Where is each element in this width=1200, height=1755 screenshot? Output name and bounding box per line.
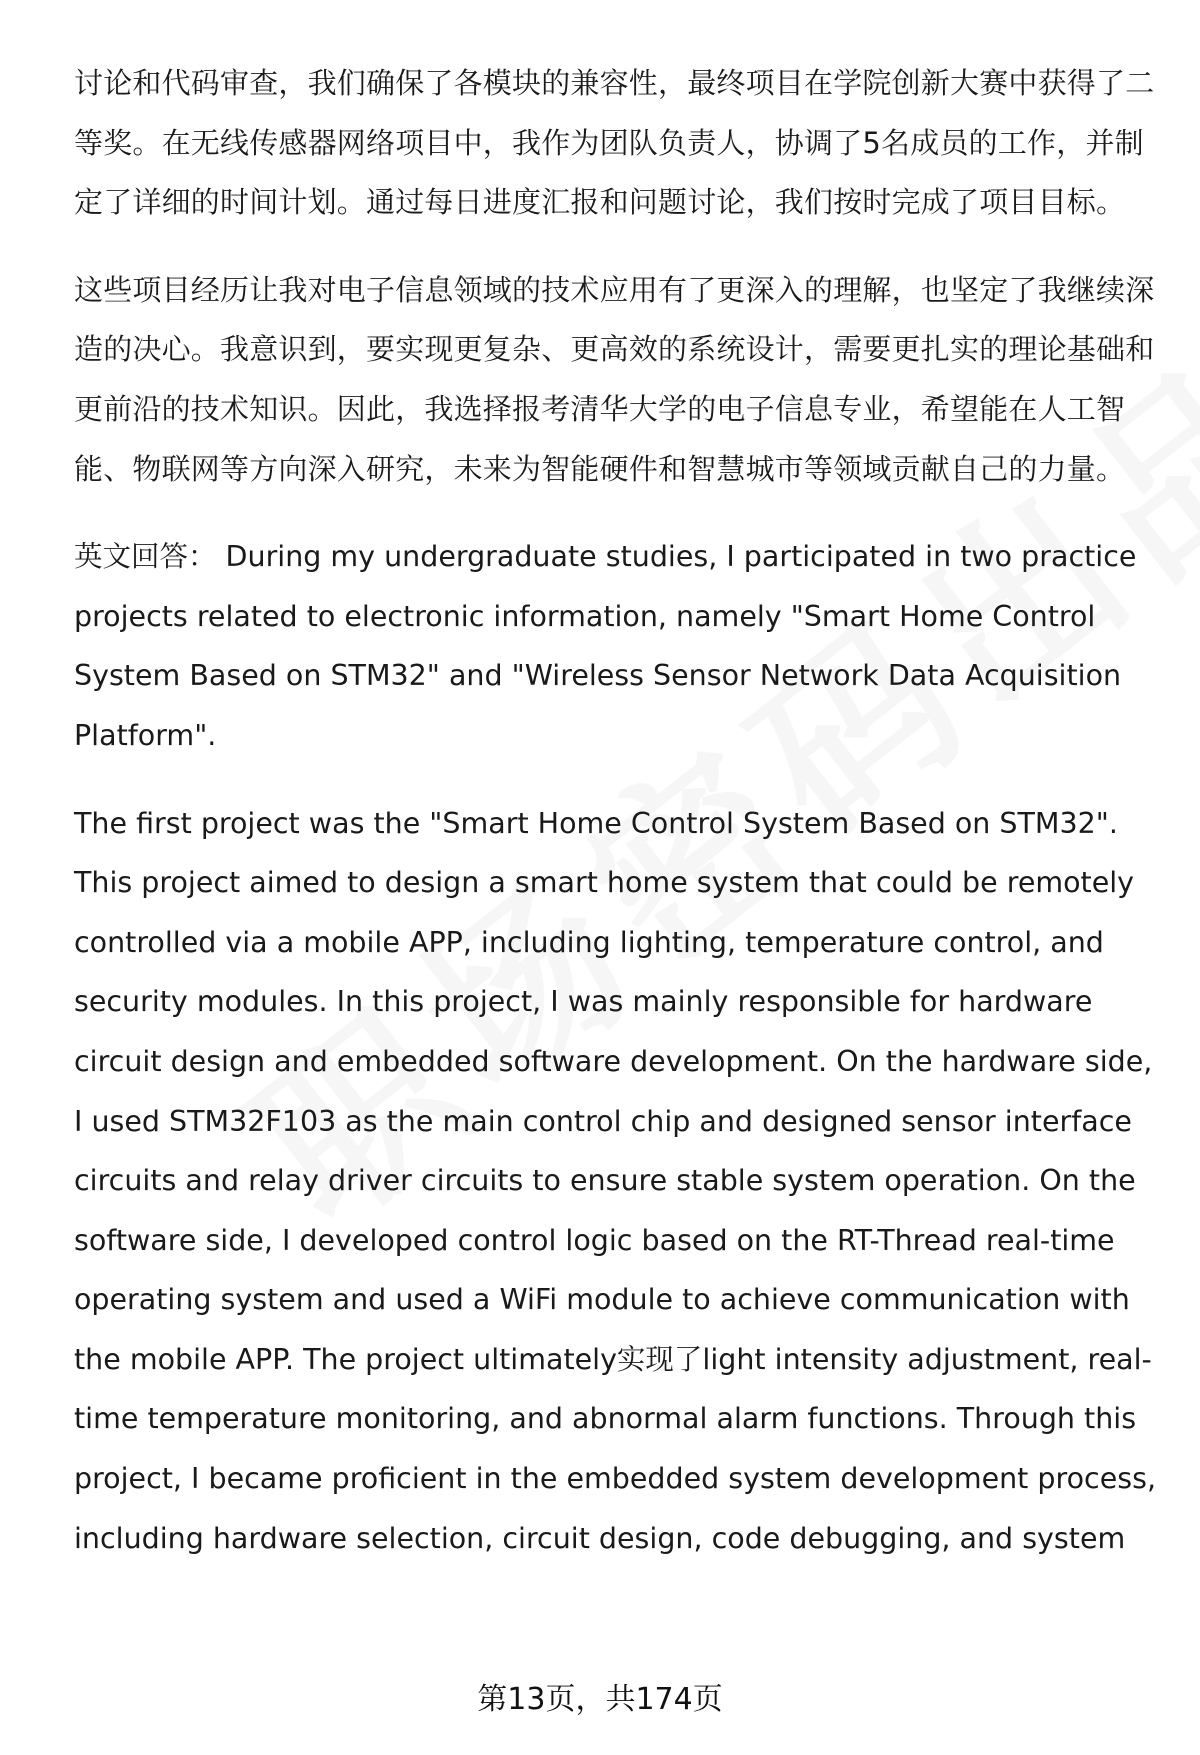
- paragraph-teamwork: 讨论和代码审查，我们确保了各模块的兼容性，最终项目在学院创新大赛中获得了二等奖。在无线传感器网络项目中，我作为团队负责人，协调了5名成员的工作，并制定了详细的时间计划。通过每日进度汇报和问题讨论，我们按时完成了项目目标。: [74, 66, 1155, 220]
- paragraph-english-intro: 英文回答： During my undergraduate studies, I participated in two practice projects related to electronic information, namely "Smart Home Control System Based on STM32" and "Wireless Sensor Network Data Acquisition Platform".: [74, 540, 1137, 752]
- paragraph-motivation: 这些项目经历让我对电子信息领域的技术应用有了更深入的理解，也坚定了我继续深造的决心。我意识到，要实现更复杂、更高效的系统设计，需要更扎实的理论基础和更前沿的技术知识。因此，我选择报考清华大学的电子信息专业，希望能在人工智能、物联网等方向深入研究，未来为智能硬件和智慧城市等领域贡献自己的力量。: [74, 272, 1155, 486]
- body-text: [74, 54, 1156, 1596]
- paragraph-first-project: The first project was the "Smart Home Control System Based on STM32". This project aimed to design a smart home system that could be remotely controlled via a mobile APP, including lighting, temperature control, and security modules. In this project, I was mainly responsible for hardware circuit design and embedded software development. On the hardware side, I used STM32F103 as the main control chip and designed sensor interface circuits and relay driver circuits to ensure stable system operation. On the software side, I developed control logic based on the RT-Thread real-time operating system and used a WiFi module to achieve communication with the mobile APP. The project ultimately实现了light intensity adjustment, real-time temperature monitoring, and abnormal alarm functions. Through this project, I became proficient in the embedded system development process, including hardware selection, circuit design, code debugging, and system: [74, 806, 1156, 1555]
- page-number: 第13页，共174页: [477, 1682, 723, 1717]
